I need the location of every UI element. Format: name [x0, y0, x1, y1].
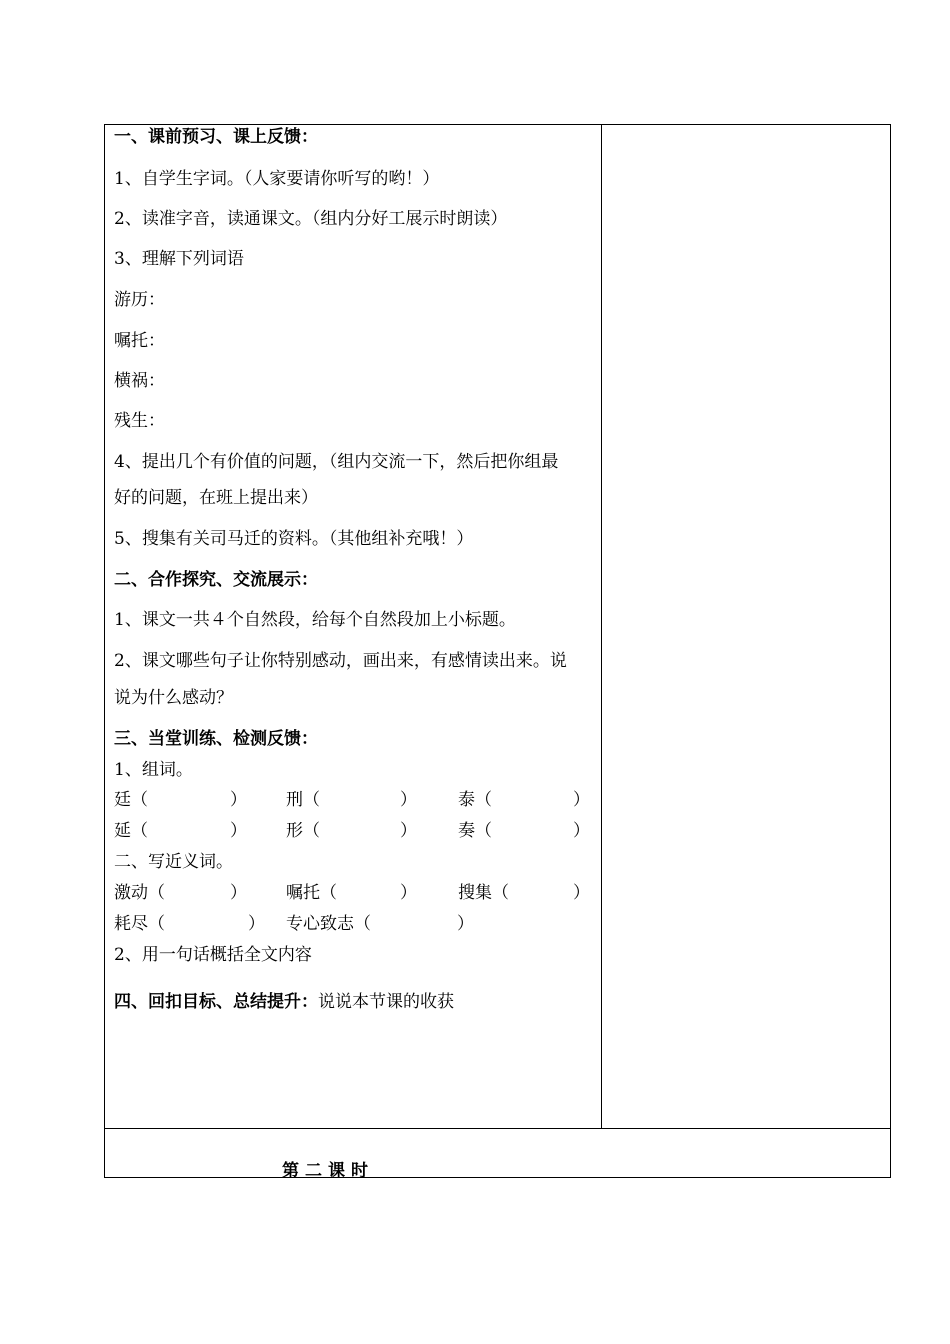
synonym-cell: ） [573, 883, 590, 903]
word-cell: 奏（ [458, 821, 492, 841]
synonym-cell: 激动（ [114, 883, 165, 903]
section-2-title: 二、合作探究、交流展示： [114, 570, 318, 590]
s1-item-7: 残生： [114, 411, 165, 431]
s1-item-1: 1、自学生字词。（人家要请你听写的哟！） [114, 169, 440, 189]
word-cell: ） [573, 790, 590, 810]
section-3-title: 三、当堂训练、检测反馈： [114, 729, 318, 749]
s2-item-1: 1、课文一共４个自然段，给每个自然段加上小标题。 [114, 610, 516, 630]
word-cell: ） [230, 790, 247, 810]
word-cell: 延（ [114, 821, 148, 841]
s3-sub-2: 二、写近义词。 [114, 852, 233, 872]
section-4-text: 说说本节课的收获 [318, 992, 454, 1012]
s1-item-8: 4、提出几个有价值的问题，（组内交流一下，然后把你组最 [114, 452, 559, 472]
row-divider [104, 1128, 891, 1129]
word-cell: 刑（ [286, 790, 320, 810]
s1-item-6: 横祸： [114, 371, 165, 391]
synonym-cell: 搜集（ [458, 883, 509, 903]
s1-item-3: 3、理解下列词语 [114, 249, 244, 269]
column-divider [601, 124, 602, 1128]
section-4 [114, 991, 454, 1013]
synonym-cell: ） [400, 883, 417, 903]
word-cell: ） [573, 821, 590, 841]
word-cell: 泰（ [458, 790, 492, 810]
footer-lesson-title: 第二课时 [282, 1161, 374, 1181]
word-cell: ） [400, 790, 417, 810]
synonym-cell: 嘱托（ [286, 883, 337, 903]
synonym-cell: 专心致志（ [286, 914, 371, 934]
word-cell: ） [230, 821, 247, 841]
word-cell: 廷（ [114, 790, 148, 810]
word-cell: 形（ [286, 821, 320, 841]
s1-item-2: 2、读准字音，读通课文。（组内分好工展示时朗读） [114, 209, 508, 229]
s3-sub-1: 1、组词。 [114, 760, 193, 780]
synonym-cell: ） [230, 883, 247, 903]
synonym-cell: ） [457, 914, 474, 934]
section-1-title: 一、课前预习、课上反馈： [114, 127, 318, 147]
s1-item-9: 好的问题，在班上提出来） [114, 488, 318, 508]
s1-item-5: 嘱托： [114, 331, 165, 351]
s3-sub-3: 2、用一句话概括全文内容 [114, 945, 312, 965]
s1-item-10: 5、搜集有关司马迁的资料。（其他组补充哦！） [114, 529, 474, 549]
section-4-title: 四、回扣目标、总结提升： [114, 992, 318, 1012]
s1-item-4: 游历： [114, 290, 165, 310]
synonym-cell: 耗尽（ [114, 914, 165, 934]
s2-item-2: 2、课文哪些句子让你特别感动，画出来，有感情读出来。说 [114, 651, 567, 671]
synonym-cell: ） [248, 914, 265, 934]
s2-item-3: 说为什么感动？ [114, 688, 233, 708]
word-cell: ） [400, 821, 417, 841]
